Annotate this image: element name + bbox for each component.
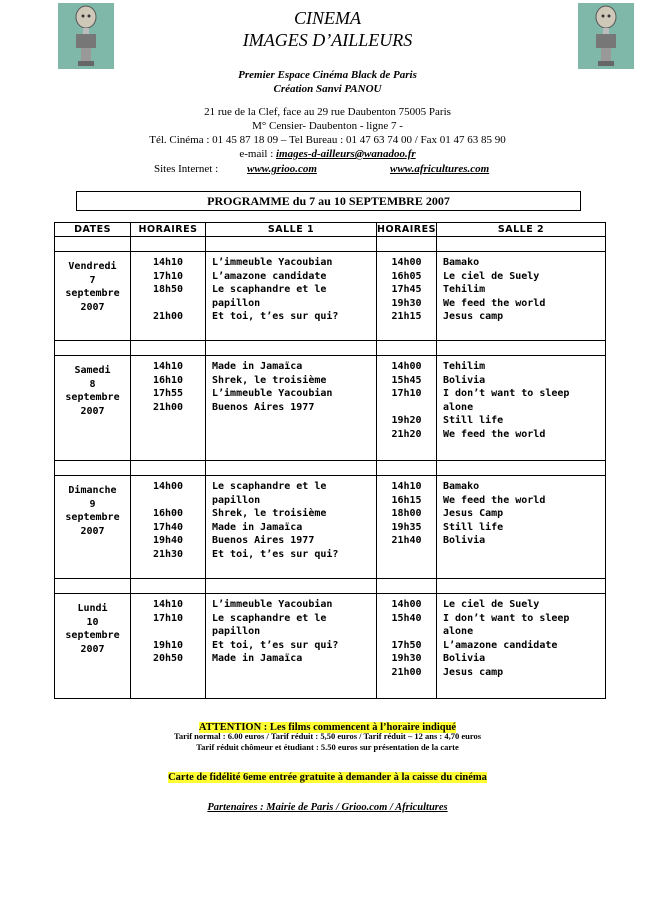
salle-1-cell: Made in Jamaïca Shrek, le troisième L’immeuble Yacoubian Buenos Aires 1977 xyxy=(206,356,377,461)
spacer-cell xyxy=(377,461,437,476)
day-row xyxy=(55,356,606,461)
date-cell: Lundi 10 septembre 2007 xyxy=(55,594,131,699)
spacer-cell xyxy=(206,579,377,594)
salle-2-cell: Bamako We feed the world Jesus Camp Still life Bolivia xyxy=(437,476,606,579)
spacer-cell xyxy=(437,579,606,594)
address: 21 rue de la Clef, face au 29 rue Daubenton 75005 Paris xyxy=(204,106,451,118)
date-cell: Vendredi 7 septembre 2007 xyxy=(55,252,131,341)
col-header-dates: DATES xyxy=(55,223,131,237)
col-header-salle-2: SALLE 2 xyxy=(437,223,606,237)
horaires-1-cell: 14h10 17h10 19h10 20h50 xyxy=(131,594,206,699)
spacer-cell xyxy=(377,237,437,252)
spacer-cell xyxy=(131,461,206,476)
spacer-cell xyxy=(437,237,606,252)
spacer-cell xyxy=(131,237,206,252)
spacer-cell xyxy=(131,579,206,594)
phone: Tél. Cinéma : 01 45 87 18 09 – Tel Bureau : 01 47 63 74 00 / Fax 01 47 63 85 90 xyxy=(149,134,506,146)
email-link[interactable]: images-d-ailleurs@wanadoo.fr xyxy=(276,148,416,160)
table-header-row xyxy=(55,223,606,237)
email-label: e-mail : xyxy=(239,148,276,160)
horaires-2-cell: 14h00 15h40 17h50 19h30 21h00 xyxy=(377,594,437,699)
day-row xyxy=(55,594,606,699)
salle-2-cell: Le ciel de Suely I don’t want to sleep alone L’amazone candidate Bolivia Jesus camp xyxy=(437,594,606,699)
salle-1-cell: Le scaphandre et le papillon Shrek, le troisième Made in Jamaïca Buenos Aires 1977 Et toi, t’es sur qui? xyxy=(206,476,377,579)
page-title-line1: CINEMA xyxy=(294,8,361,28)
programme-title: PROGRAMME du 7 au 10 SEPTEMBRE 2007 xyxy=(76,191,581,211)
subtitle-1: Premier Espace Cinéma Black de Paris xyxy=(238,69,417,81)
spacer-cell xyxy=(131,341,206,356)
spacer-cell xyxy=(55,341,131,356)
horaires-2-cell: 14h00 16h05 17h45 19h30 21h15 xyxy=(377,252,437,341)
col-header-horaires-1: HORAIRES xyxy=(131,223,206,237)
spacer-cell xyxy=(377,341,437,356)
salle-2-cell: Tehilim Bolivia I don’t want to sleep alone Still life We feed the world xyxy=(437,356,606,461)
partenaires: Partenaires : Mairie de Paris / Grioo.com / Africultures xyxy=(207,802,448,813)
spacer-row xyxy=(55,237,606,252)
horaires-1-cell: 14h00 16h00 17h40 19h40 21h30 xyxy=(131,476,206,579)
spacer-cell xyxy=(437,341,606,356)
tarif-line-2: Tarif réduit chômeur et étudiant : 5.50 euros sur présentation de la carte xyxy=(196,742,459,752)
spacer-cell xyxy=(206,341,377,356)
horaires-1-cell: 14h10 16h10 17h55 21h00 xyxy=(131,356,206,461)
fidelite-line xyxy=(0,767,655,785)
horaires-2-cell: 14h10 16h15 18h00 19h35 21h40 xyxy=(377,476,437,579)
spacer-row xyxy=(55,579,606,594)
site-link-grioo[interactable]: www.grioo.com xyxy=(247,163,317,175)
spacer-cell xyxy=(55,461,131,476)
sites-label: Sites Internet : xyxy=(154,163,219,175)
spacer-cell xyxy=(55,237,131,252)
date-cell: Samedi 8 septembre 2007 xyxy=(55,356,131,461)
tarif-line-1: Tarif normal : 6.00 euros / Tarif réduit : 5,50 euros / Tarif réduit – 12 ans : 4,70 euros xyxy=(173,731,482,741)
salle-2-cell: Bamako Le ciel de Suely Tehilim We feed the world Jesus camp xyxy=(437,252,606,341)
day-row xyxy=(55,252,606,341)
spacer-row xyxy=(55,461,606,476)
spacer-cell xyxy=(377,579,437,594)
spacer-cell xyxy=(55,579,131,594)
col-header-salle-1: SALLE 1 xyxy=(206,223,377,237)
salle-1-cell: L’immeuble Yacoubian Le scaphandre et le papillon Et toi, t’es sur qui? Made in Jamaïca xyxy=(206,594,377,699)
spacer-cell xyxy=(437,461,606,476)
subtitle-2: Création Sanvi PANOU xyxy=(273,83,382,95)
horaires-2-cell: 14h00 15h45 17h10 19h20 21h20 xyxy=(377,356,437,461)
email-line xyxy=(0,148,655,162)
day-row xyxy=(55,476,606,579)
fidelite-text: Carte de fidélité 6eme entrée gratuite à demander à la caisse du cinéma xyxy=(168,772,487,783)
salle-1-cell: L’immeuble Yacoubian L’amazone candidate Le scaphandre et le papillon Et toi, t’es sur qui? xyxy=(206,252,377,341)
spacer-cell xyxy=(206,461,377,476)
horaires-1-cell: 14h10 17h10 18h50 21h00 xyxy=(131,252,206,341)
schedule-table xyxy=(54,222,606,699)
spacer-row xyxy=(55,341,606,356)
spacer-cell xyxy=(206,237,377,252)
page-title-line2: IMAGES D’AILLEURS xyxy=(242,30,413,50)
metro: M° Censier- Daubenton - ligne 7 - xyxy=(252,120,403,132)
col-header-horaires-2: HORAIRES xyxy=(377,224,436,235)
attention-text: ATTENTION : Les films commencent à l’horaire indiqué xyxy=(198,722,457,733)
date-cell: Dimanche 9 septembre 2007 xyxy=(55,476,131,579)
site-link-africultures[interactable]: www.africultures.com xyxy=(390,163,490,175)
